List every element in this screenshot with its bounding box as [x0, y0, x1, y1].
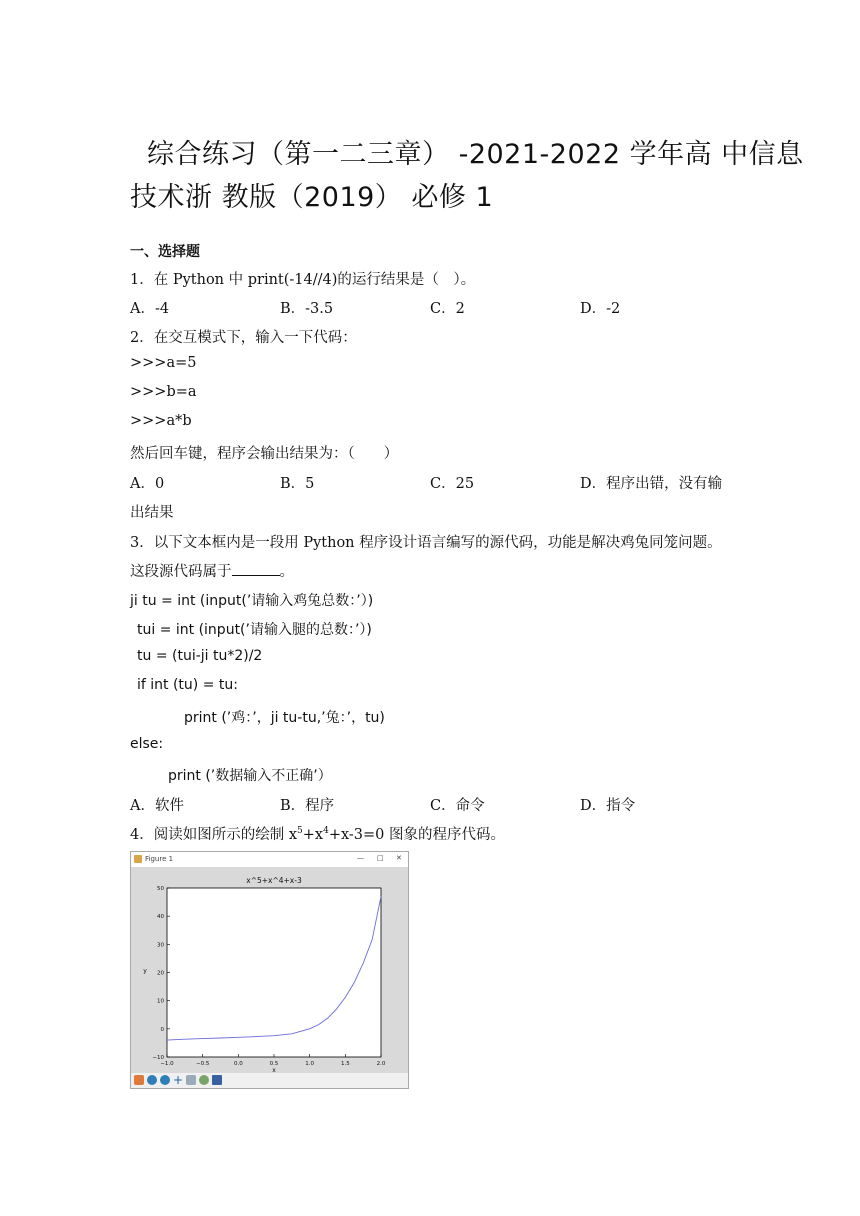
q4-exponent: 4 — [323, 826, 329, 837]
q4-exponent: 5 — [297, 826, 303, 837]
q3-stem-post: 。 — [279, 564, 294, 580]
q4-stem-post: +x-3=0 图象的程序代码。 — [328, 827, 505, 843]
q1-option-a: A．-4 — [130, 301, 170, 317]
plot-area — [167, 888, 381, 1057]
q3-code-line: else: — [130, 736, 164, 752]
q2-option-d: D．程序出错，没有输 — [580, 476, 723, 492]
q1-option-d: D．-2 — [580, 301, 621, 317]
minimize-icon[interactable]: — — [357, 854, 364, 862]
y-tick-label: 30 — [157, 942, 164, 949]
q2-code-line: >>>b=a — [130, 384, 197, 400]
q3-stem-pre: 这段源代码属于 — [130, 564, 232, 580]
y-tick-label: 0 — [160, 1026, 164, 1033]
configure-icon[interactable] — [199, 1075, 209, 1085]
q3-code-line: tui = int (input(’请输入腿的总数：’）) — [137, 622, 372, 638]
q4-stem-mid: +x — [302, 827, 324, 843]
q2-stem: 2．在交互模式下，输入一下代码： — [130, 330, 357, 346]
q1-stem: 1．在 Python 中 print(-14//4)的运行结果是（ ）。 — [130, 272, 476, 288]
x-tick-label: 1.5 — [340, 1061, 350, 1067]
y-axis-label: y — [143, 967, 147, 975]
q3-code-line: tu = (tui-ji tu*2)/2 — [137, 648, 263, 664]
save-icon[interactable] — [212, 1075, 222, 1085]
section-heading: 一、选择题 — [130, 244, 200, 260]
q2-option-a: A．0 — [130, 476, 165, 492]
x-tick-label: 0.0 — [233, 1061, 243, 1067]
q2-code-line: >>>a=5 — [130, 355, 197, 371]
x-tick-label: −0.5 — [195, 1061, 210, 1067]
x-tick-label: 1.0 — [305, 1061, 315, 1067]
y-tick-label: 40 — [157, 914, 164, 921]
figure-toolbar — [131, 1073, 408, 1088]
x-tick-label: −1.0 — [160, 1061, 174, 1067]
home-icon[interactable] — [134, 1075, 144, 1085]
q3-option-a: A．软件 — [130, 798, 184, 814]
doc-title-line2: 技术浙 教版（2019） 必修 1 — [130, 182, 494, 213]
doc-title-line1: 综合练习（第一二三章） -2021-2022 学年高 中信息 — [147, 139, 804, 170]
figure-titlebar — [131, 852, 408, 867]
close-icon[interactable]: ✕ — [396, 854, 402, 862]
q4-stem-pre: 4．阅读如图所示的绘制 x — [130, 827, 298, 843]
q2-option-b: B．5 — [280, 476, 315, 492]
x-tick-label: 2.0 — [376, 1061, 386, 1067]
q3-option-c: C．命令 — [430, 798, 485, 814]
figure-window — [130, 851, 409, 1089]
app-icon — [134, 855, 142, 863]
chart-title: x^5+x^4+x-3 — [246, 876, 302, 885]
x-axis-label: x — [272, 1067, 276, 1073]
y-tick-label: 50 — [157, 886, 164, 892]
forward-icon[interactable] — [160, 1075, 170, 1085]
maximize-icon[interactable]: □ — [377, 854, 384, 862]
q3-stem-line2 — [130, 560, 294, 581]
q3-code-line: print (’数据输入不正确’） — [168, 768, 332, 784]
function-plot — [131, 867, 408, 1073]
q2-option-c: C．25 — [430, 476, 475, 492]
x-tick-label: 0.5 — [269, 1061, 279, 1067]
pan-icon[interactable]: + — [173, 1073, 184, 1087]
zoom-icon[interactable] — [186, 1075, 196, 1085]
q2-code-line: >>>a*b — [130, 413, 192, 429]
figure-window-title: Figure 1 — [145, 855, 174, 863]
y-tick-label: 10 — [157, 998, 164, 1005]
q3-stem-line1: 3．以下文本框内是一段用 Python 程序设计语言编写的源代码，功能是解决鸡兔同笼问题。 — [130, 535, 722, 551]
q3-option-d: D．指令 — [580, 798, 636, 814]
answer-blank — [232, 563, 280, 576]
q1-option-b: B．-3.5 — [280, 301, 334, 317]
y-tick-label: −10 — [152, 1055, 164, 1061]
q1-option-c: C．2 — [430, 301, 465, 317]
q2-option-d-cont: 出结果 — [130, 505, 174, 521]
q2-prompt: 然后回车键，程序会输出结果为：（ ） — [130, 446, 399, 462]
q3-code-line: ji tu = int (input(’请输入鸡兔总数：’）) — [130, 593, 374, 609]
y-tick-label: 20 — [157, 970, 164, 977]
back-icon[interactable] — [147, 1075, 157, 1085]
q3-code-line: if int (tu) = tu: — [137, 677, 238, 693]
q3-code-line: print (’鸡：’，ji tu-tu,’兔：’，tu) — [184, 710, 385, 726]
q3-option-b: B．程序 — [280, 798, 335, 814]
q4-stem — [130, 823, 505, 844]
